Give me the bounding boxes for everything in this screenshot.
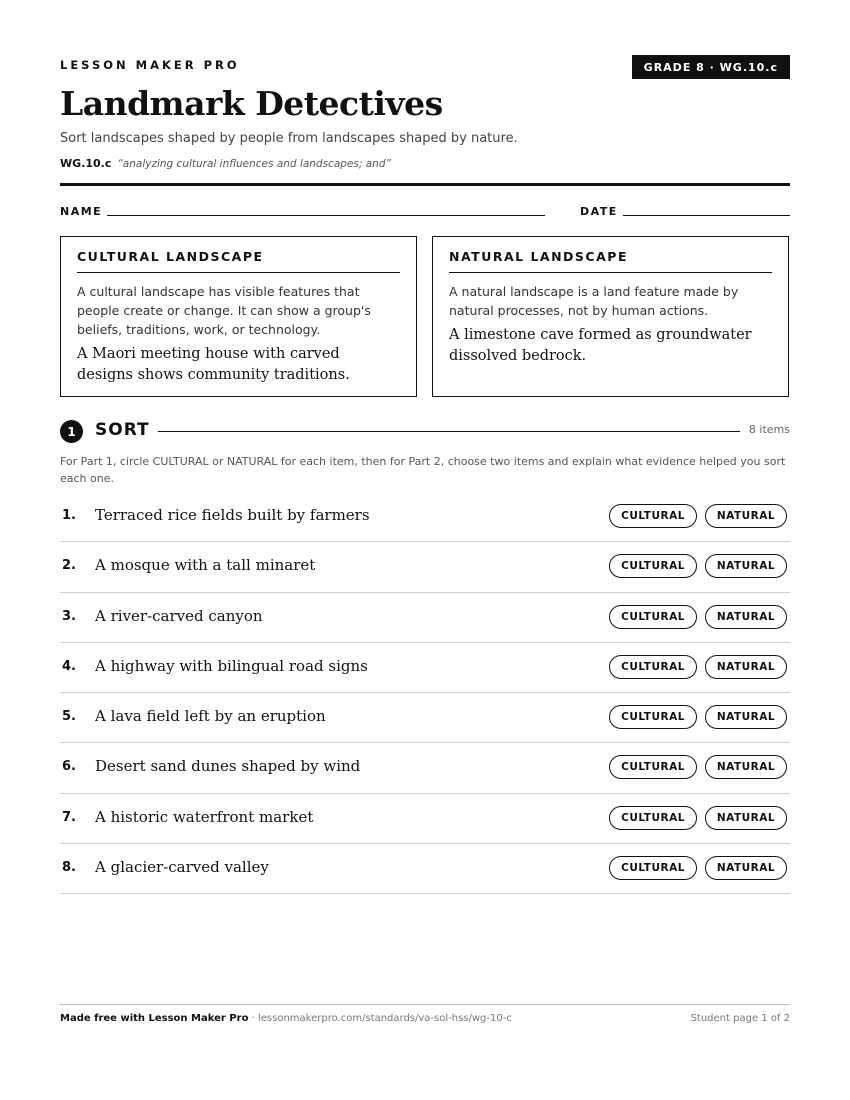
- natural-choice-button[interactable]: NATURAL: [705, 504, 787, 528]
- item-text: A river-carved canyon: [95, 606, 263, 625]
- name-label: NAME: [60, 205, 103, 218]
- footer-made-with: Made free with Lesson Maker Pro: [60, 1013, 249, 1024]
- item-text: A lava field left by an eruption: [95, 707, 326, 726]
- standard-text: “analyzing cultural influences and landscapes; and”: [117, 158, 391, 170]
- grade-badge: GRADE 8 · WG.10.c: [632, 55, 790, 79]
- natural-choice-button[interactable]: NATURAL: [705, 655, 787, 679]
- item-number: 7.: [62, 809, 76, 825]
- natural-choice-button[interactable]: NATURAL: [705, 856, 787, 880]
- cultural-choice-button[interactable]: CULTURAL: [609, 605, 697, 629]
- sort-item-list: [60, 492, 790, 894]
- name-field[interactable]: [107, 215, 545, 216]
- list-item: [60, 492, 790, 542]
- footer-url[interactable]: · lessonmakerpro.com/standards/va-sol-hss/wg-10-c: [248, 1013, 512, 1024]
- item-number: 3.: [62, 608, 76, 624]
- list-item: [60, 643, 790, 693]
- footer-divider: [60, 1004, 790, 1005]
- cultural-definition-example: A Maori meeting house with carved designs shows community traditions.: [77, 346, 350, 383]
- cultural-choice-button[interactable]: CULTURAL: [609, 554, 697, 578]
- cultural-definition-text: A cultural landscape has visible features that people create or change. It can show a group's beliefs, traditions, work, or technology.: [77, 284, 371, 337]
- natural-choice-button[interactable]: NATURAL: [705, 605, 787, 629]
- item-number: 8.: [62, 860, 76, 876]
- natural-choice-button[interactable]: NATURAL: [705, 755, 787, 779]
- natural-choice-button[interactable]: NATURAL: [705, 554, 787, 578]
- section-number-badge: 1: [60, 420, 83, 443]
- list-item: [60, 693, 790, 743]
- date-label: DATE: [580, 205, 618, 218]
- item-text: Desert sand dunes shaped by wind: [95, 757, 361, 776]
- item-text: A highway with bilingual road signs: [95, 656, 368, 675]
- directions-text: For Part 1, circle CULTURAL or NATURAL for each item, then for Part 2, choose two items and explain what evidence helped you sort each one.: [60, 455, 786, 485]
- natural-definition-box: [432, 236, 789, 397]
- natural-definition-example: A limestone cave formed as groundwater dissolved bedrock.: [449, 327, 752, 364]
- list-item: [60, 844, 790, 894]
- item-number: 6.: [62, 759, 76, 775]
- standard-line: [60, 157, 391, 170]
- section-divider: [158, 431, 740, 432]
- cultural-choice-button[interactable]: CULTURAL: [609, 655, 697, 679]
- footer-page-number: Student page 1 of 2: [690, 1013, 790, 1024]
- item-number: 4.: [62, 658, 76, 674]
- item-text: Terraced rice fields built by farmers: [95, 506, 370, 524]
- list-item: [60, 542, 790, 592]
- item-number: 1.: [62, 508, 76, 523]
- item-number: 5.: [62, 709, 76, 725]
- item-text: A mosque with a tall minaret: [95, 556, 316, 575]
- date-field[interactable]: [623, 215, 790, 216]
- item-text: A glacier-carved valley: [95, 858, 269, 877]
- item-text: A historic waterfront market: [95, 807, 314, 826]
- header-divider: [60, 183, 790, 186]
- worksheet-page: [60, 0, 790, 1100]
- section-title: SORT: [95, 420, 150, 440]
- cultural-definition-box: [60, 236, 417, 397]
- brand-name: LESSON MAKER PRO: [60, 58, 240, 72]
- cultural-definition-title: CULTURAL LANDSCAPE: [77, 249, 400, 273]
- standard-code: WG.10.c: [60, 157, 112, 170]
- page-subtitle: Sort landscapes shaped by people from landscapes shaped by nature.: [60, 131, 518, 146]
- cultural-choice-button[interactable]: CULTURAL: [609, 755, 697, 779]
- cultural-choice-button[interactable]: CULTURAL: [609, 806, 697, 830]
- list-item: [60, 743, 790, 793]
- list-item: [60, 593, 790, 643]
- item-number: 2.: [62, 558, 76, 574]
- page-title: Landmark Detectives: [60, 84, 443, 123]
- natural-definition-text: A natural landscape is a land feature made by natural processes, not by human actions.: [449, 284, 739, 318]
- list-item: [60, 794, 790, 844]
- natural-choice-button[interactable]: NATURAL: [705, 705, 787, 729]
- cultural-choice-button[interactable]: CULTURAL: [609, 856, 697, 880]
- item-count: 8 items: [748, 423, 790, 436]
- natural-definition-title: NATURAL LANDSCAPE: [449, 249, 772, 273]
- natural-choice-button[interactable]: NATURAL: [705, 806, 787, 830]
- footer-credit: [60, 1013, 512, 1024]
- cultural-choice-button[interactable]: CULTURAL: [609, 705, 697, 729]
- cultural-choice-button[interactable]: CULTURAL: [609, 504, 697, 528]
